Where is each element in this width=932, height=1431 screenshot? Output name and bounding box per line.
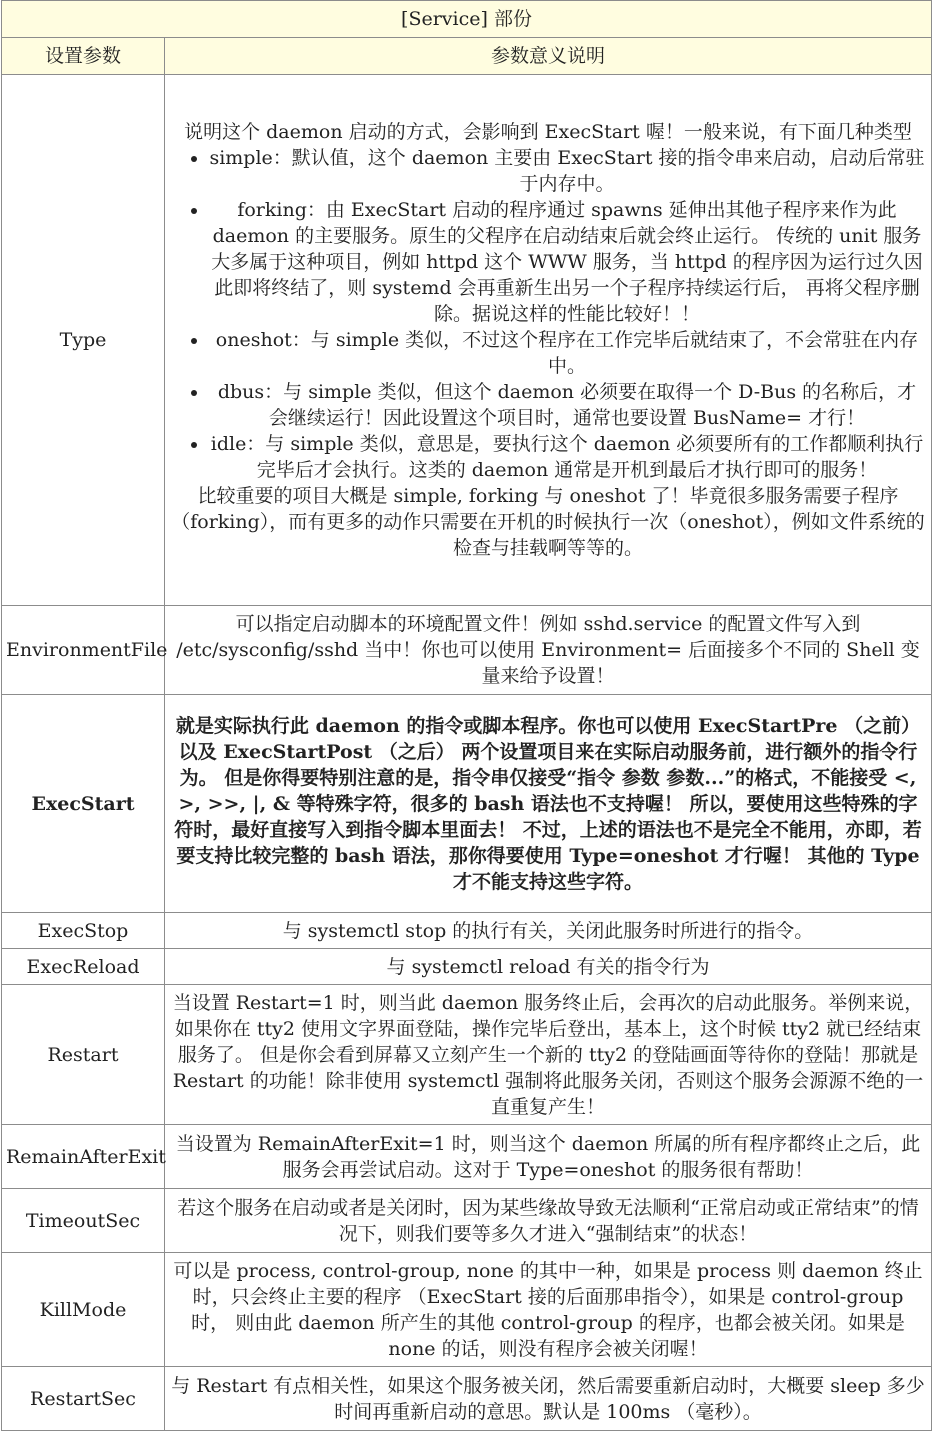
type-option-forking: • forking：由 ExecStart 启动的程序通过 spawns 延伸出其他子程序来作为此 daemon 的主要服务。原生的父程序在启动结束后就会终止运行。 传统的 unit 服务大多属于这种项目，例如 httpd 这个 WWW 服务，当 httpd 的程序因为运行过久因此即将终结了，则 systemd 会再重新生出另一个子程序持续运行后， 再将父程序删除。据说这样的性能比较好！！ (209, 197, 925, 327)
table-row-remainafterexit (2, 1125, 932, 1189)
type-option-list (171, 145, 925, 483)
table-title-row (2, 1, 932, 38)
param-cell-restart: Restart (2, 985, 165, 1125)
table-row-type (2, 75, 932, 606)
desc-cell-timeoutsec: 若这个服务在启动或者是关闭时，因为某些缘故导致无法顺利“正常启动或正常结束”的情况下，则我们要等多久才进入“强制结束”的状态！ (165, 1189, 932, 1253)
table-row-restart (2, 985, 932, 1125)
type-option-dbus: • dbus：与 simple 类似，但这个 daemon 必须要在取得一个 D-Bus 的名称后，才会继续运行！因此设置这个项目时，通常也要设置 BusName= 才行！ (209, 379, 925, 431)
type-option-idle: • idle：与 simple 类似，意思是，要执行这个 daemon 必须要所有的工作都顺利执行完毕后才会执行。这类的 daemon 通常是开机到最后才执行即可的服务！ (209, 431, 925, 483)
type-option-simple: • simple：默认值，这个 daemon 主要由 ExecStart 接的指令串来启动，启动后常驻于内存中。 (209, 145, 925, 197)
type-intro: 说明这个 daemon 启动的方式，会影响到 ExecStart 喔！一般来说，有下面几种类型 (184, 121, 912, 143)
service-section-table (1, 0, 932, 1431)
param-cell-restartsec: RestartSec (2, 1367, 165, 1431)
column-header-desc: 参数意义说明 (165, 38, 932, 75)
table-row-execstop (2, 913, 932, 949)
table-row-timeoutsec (2, 1189, 932, 1253)
table-row-execstart (2, 695, 932, 913)
desc-cell-remainafterexit: 当设置为 RemainAfterExit=1 时，则当这个 daemon 所属的所有程序都终止之后，此服务会再尝试启动。这对于 Type=oneshot 的服务很有帮助！ (165, 1125, 932, 1189)
param-cell-timeoutsec: TimeoutSec (2, 1189, 165, 1253)
desc-cell-restart: 当设置 Restart=1 时，则当此 daemon 服务终止后，会再次的启动此服务。举例来说，如果你在 tty2 使用文字界面登陆，操作完毕后登出，基本上，这个时候 tty2 就已经结束服务了。 但是你会看到屏幕又立刻产生一个新的 tty2 的登陆画面等待你的登陆！那就是 Restart 的功能！除非使用 systemctl 强制将此服务关闭，否则这个服务会源源不绝的一直重复产生！ (165, 985, 932, 1125)
table-row-killmode (2, 1253, 932, 1367)
desc-cell-type (165, 75, 932, 606)
type-outro: 比较重要的项目大概是 simple, forking 与 oneshot 了！毕竟很多服务需要子程序（forking），而有更多的动作只需要在开机的时候执行一次（oneshot），例如文件系统的检查与挂载啊等等的。 (171, 485, 925, 559)
param-cell-execreload: ExecReload (2, 949, 165, 985)
param-cell-execstart: ExecStart (2, 695, 165, 913)
desc-cell-execstop: 与 systemctl stop 的执行有关，关闭此服务时所进行的指令。 (165, 913, 932, 949)
table-row-execreload (2, 949, 932, 985)
desc-cell-restartsec: 与 Restart 有点相关性，如果这个服务被关闭，然后需要重新启动时，大概要 sleep 多少时间再重新启动的意思。默认是 100ms （毫秒）。 (165, 1367, 932, 1431)
desc-cell-killmode: 可以是 process, control-group, none 的其中一种，如果是 process 则 daemon 终止时，只会终止主要的程序 （ExecStart 接的后面那串指令），如果是 control-group 时， 则由此 daemon 所产生的其他 control-group 的程序，也都会被关闭。如果是 none 的话，则没有程序会被关闭喔！ (165, 1253, 932, 1367)
desc-cell-execstart: 就是实际执行此 daemon 的指令或脚本程序。你也可以使用 ExecStartPre （之前） 以及 ExecStartPost （之后） 两个设置项目来在实际启动服务前，进行额外的指令行为。 但是你得要特别注意的是，指令串仅接受“指令 参数 参数...”的格式，不能接受 <, >, >>, |, & 等特殊字符，很多的 bash 语法也不支持喔！ 所以，要使用这些特殊的字符时，最好直接写入到指令脚本里面去！ 不过，上述的语法也不是完全不能用，亦即，若要支持比较完整的 bash 语法，那你得要使用 Type=oneshot 才行喔！ 其他的 Type 才不能支持这些字符。 (165, 695, 932, 913)
param-cell-execstop: ExecStop (2, 913, 165, 949)
param-cell-killmode: KillMode (2, 1253, 165, 1367)
type-option-oneshot: • oneshot：与 simple 类似，不过这个程序在工作完毕后就结束了，不会常驻在内存中。 (209, 327, 925, 379)
desc-cell-environmentfile: 可以指定启动脚本的环境配置文件！例如 sshd.service 的配置文件写入到 /etc/sysconfig/sshd 当中！你也可以使用 Environment= 后面接多个不同的 Shell 变量来给予设置！ (165, 606, 932, 695)
table-row-environmentfile (2, 606, 932, 695)
desc-cell-execreload: 与 systemctl reload 有关的指令行为 (165, 949, 932, 985)
table-row-restartsec (2, 1367, 932, 1431)
column-header-param: 设置参数 (2, 38, 165, 75)
param-cell-remainafterexit: RemainAfterExit (2, 1125, 165, 1189)
param-cell-type: Type (2, 75, 165, 606)
table-title: [Service] 部份 (2, 1, 932, 38)
table-header-row (2, 38, 932, 75)
param-cell-environmentfile: EnvironmentFile (2, 606, 165, 695)
